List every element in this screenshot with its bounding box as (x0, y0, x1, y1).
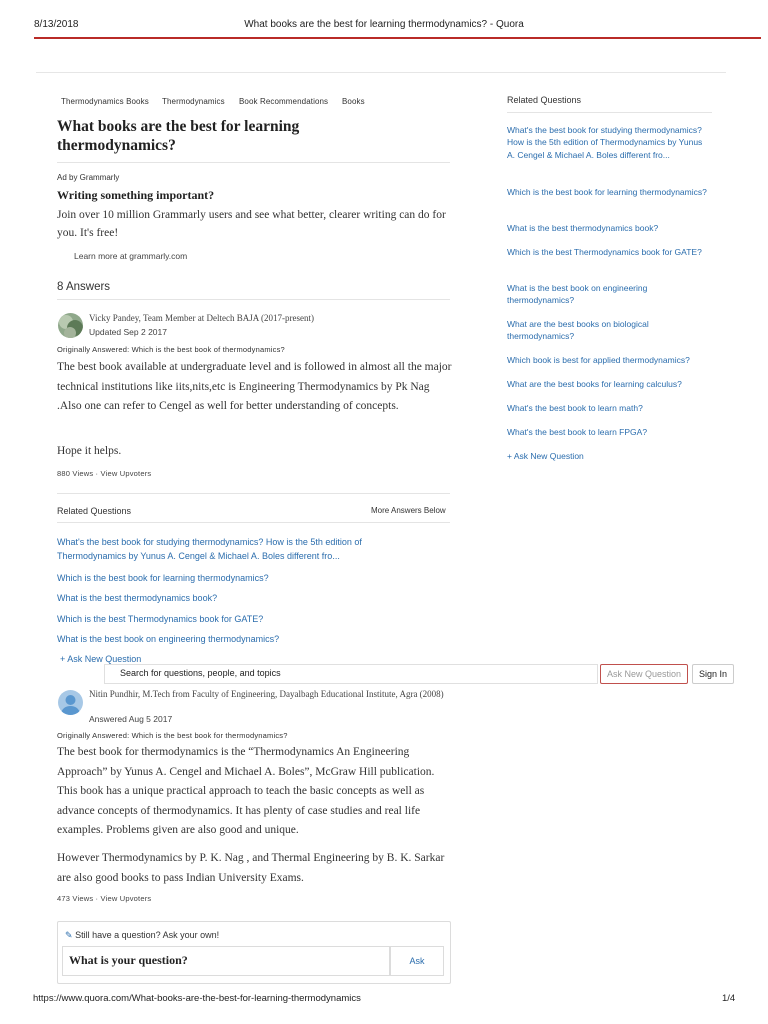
sidebar-question-link[interactable]: What is the best thermodynamics book? (507, 223, 659, 233)
avatar[interactable] (58, 313, 83, 338)
ask-new-question-link[interactable]: + Ask New Question (60, 654, 142, 664)
print-date: 8/13/2018 (34, 19, 79, 30)
question-title: What books are the best for learning thermodynamics? (57, 118, 300, 154)
sidebar-heading: Related Questions (507, 95, 582, 105)
related-divider (57, 522, 450, 523)
related-question-link[interactable]: Which is the best Thermodynamics book for GATE? (57, 614, 264, 624)
footer-url: https://www.quora.com/What-books-are-the-best-for-learning-thermodynamics (33, 993, 361, 1004)
ask-new-question-button[interactable]: Ask New Question (600, 664, 688, 684)
answer-author[interactable]: Nitin Pundhir, M.Tech from Faculty of Engineering, Dayalbagh Educational Institute, Agra (2008) (89, 689, 444, 699)
answer-paragraph: The best book available at undergraduate level and is followed in almost all the major technical institutions like iits,nits,etc is Engineering Thermodynamics by Pk Nag .Also one can refer to Cengel as well for better understanding of concepts. (57, 361, 452, 412)
topic-thermodynamics[interactable]: Thermodynamics (162, 97, 225, 106)
answer-author[interactable]: Vicky Pandey, Team Member at Deltech BAJA (2017-present) (89, 313, 315, 323)
originally-answered[interactable]: Originally Answered: Which is the best book of thermodynamics? (57, 345, 285, 354)
answer-divider (57, 493, 450, 494)
related-question-link[interactable]: What is the best thermodynamics book? (57, 593, 218, 603)
header-rule (34, 37, 761, 39)
ask-question-placeholder: What is your question? (69, 953, 188, 967)
plus-icon: + (60, 654, 68, 664)
ad-link[interactable]: Learn more at grammarly.com (74, 251, 188, 261)
ask-prompt: ✎ Still have a question? Ask your own! (65, 930, 220, 940)
plus-icon: + (507, 451, 514, 461)
sidebar-question-link[interactable]: What's the best book for studying thermodynamics? How is the 5th edition of Thermodynamics by Yunus A. Cengel & Michael A. Boles different fro... (507, 125, 703, 160)
answer-date[interactable]: Updated Sep 2 2017 (89, 327, 167, 337)
answers-divider (57, 299, 450, 300)
answer-paragraph: However Thermodynamics by P. K. Nag , and Thermal Engineering by B. K. Sarkar are also good books to pass Indian University Exams. (57, 852, 445, 884)
answer-paragraph: The best book for thermodynamics is the “Thermodynamics An Engineering Approach” by Yunus A. Cengel and Michael A. Boles”, McGraw Hill publication. This book has a unique practical approach to teach the basic concepts as well as advance concepts of thermodynamics. It has plenty of case studies and real life examples. Problems given are also good and unique. (57, 746, 435, 836)
title-divider (57, 162, 450, 163)
topic-thermodynamics-books[interactable]: Thermodynamics Books (61, 97, 149, 106)
ad-label: Ad by Grammarly (57, 173, 120, 182)
answer-views[interactable]: 880 Views · View Upvoters (57, 469, 152, 478)
answer-views[interactable]: 473 Views · View Upvoters (57, 894, 152, 903)
answers-count: 8 Answers (57, 281, 111, 293)
footer-page-number: 1/4 (722, 993, 736, 1004)
sidebar-question-link[interactable]: Which is the best Thermodynamics book for GATE? (507, 247, 702, 257)
default-user-icon (58, 690, 83, 715)
ad-headline[interactable]: Writing something important? (57, 188, 215, 202)
search-placeholder: Search for questions, people, and topics (120, 668, 281, 678)
related-question-link[interactable]: What is the best book on engineering thermodynamics? (57, 634, 280, 644)
ad-body: Join over 10 million Grammarly users and see what better, clearer writing can do for you. It's free! (57, 209, 446, 239)
sidebar-question-link[interactable]: What's the best book to learn math? (507, 403, 643, 413)
ask-button[interactable]: Ask (390, 946, 444, 976)
sidebar-question-link[interactable]: What's the best book to learn FPGA? (507, 427, 648, 437)
sidebar-question-link[interactable]: What are the best books for learning calculus? (507, 379, 682, 389)
avatar-photo-icon (58, 313, 83, 338)
sign-in-button[interactable]: Sign In (692, 664, 734, 684)
related-question-link[interactable]: What's the best book for studying thermodynamics? How is the 5th edition of Thermodynamics by Yunus A. Cengel & Michael A. Boles different fro... (57, 537, 362, 561)
originally-answered[interactable]: Originally Answered: Which is the best book for thermodynamics? (57, 731, 288, 740)
sidebar-question-link[interactable]: Which is the best book for learning thermodynamics? (507, 187, 707, 197)
more-answers-below: More Answers Below (371, 506, 446, 515)
sidebar-question-link[interactable]: What are the best books on biological thermodynamics? (507, 319, 649, 342)
related-question-link[interactable]: Which is the best book for learning thermodynamics? (57, 573, 269, 583)
topic-book-recommendations[interactable]: Book Recommendations (239, 97, 329, 106)
sidebar-question-link[interactable]: Which book is best for applied thermodynamics? (507, 355, 690, 365)
related-questions-heading: Related Questions (57, 506, 132, 516)
print-title: What books are the best for learning thermodynamics? - Quora (244, 19, 524, 30)
sidebar-ask-new-question[interactable]: + Ask New Question (507, 451, 584, 461)
topic-books[interactable]: Books (342, 97, 365, 106)
sidebar-divider (507, 112, 712, 113)
sidebar-question-link[interactable]: What is the best book on engineering thermodynamics? (507, 283, 648, 306)
answer-date[interactable]: Answered Aug 5 2017 (89, 714, 173, 724)
avatar[interactable] (58, 690, 83, 715)
pencil-icon: ✎ (65, 930, 73, 940)
top-rule (36, 72, 726, 73)
answer-paragraph: Hope it helps. (57, 445, 122, 457)
